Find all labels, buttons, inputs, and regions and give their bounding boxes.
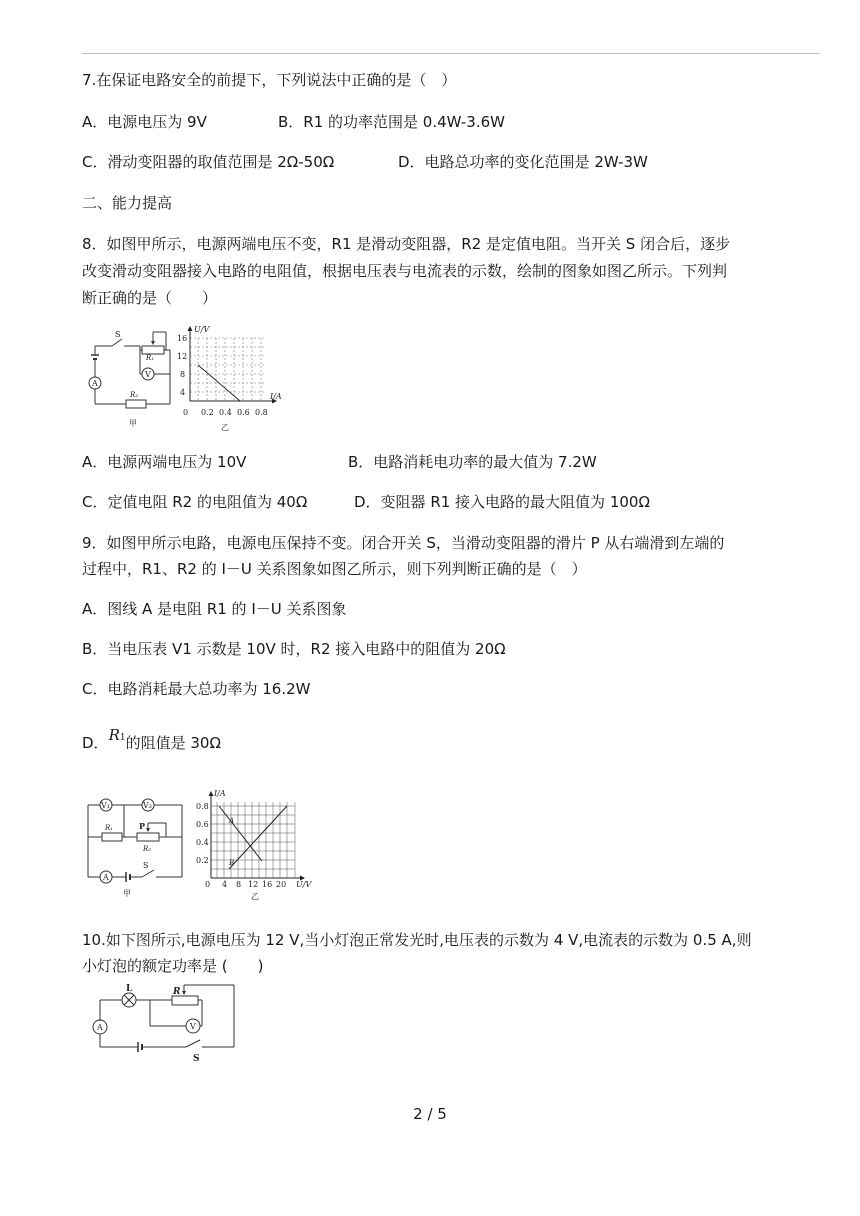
q9-y-tick: 0.4: [196, 838, 209, 847]
q8-y-axis-label: U/V: [194, 325, 210, 334]
q9-stem-line-1: 9．如图甲所示电路，电源电压保持不变。闭合开关 S，当滑动变阻器的滑片 P 从右端滑到左端的: [82, 534, 725, 552]
q8-graph-grid: [190, 338, 266, 401]
q10-rheostat-label: R: [173, 987, 181, 997]
q9-switch-label: S: [143, 861, 149, 870]
q8-y-axis-arrow: [188, 326, 193, 331]
q10-stem-line-1: 10.如下图所示,电源电压为 12 V,当小灯泡正常发光时,电压表的示数为 4 V,电流表的示数为 0.5 A,则: [82, 931, 752, 949]
q8-y-tick: 4: [180, 388, 186, 397]
q9-x-tick: 8: [236, 880, 242, 889]
q9-p-label: P: [139, 821, 146, 831]
q9-option-c: C．电路消耗最大总功率为 16.2W: [82, 680, 311, 698]
q7-option-c: C．滑动变阻器的取值范围是 2Ω-50Ω: [82, 153, 335, 171]
q10-voltmeter-label: V: [190, 1022, 196, 1031]
q9-option-d: [82, 726, 221, 757]
q7-options-row-2: [82, 151, 648, 173]
q9-circuit-caption: 甲: [123, 889, 131, 898]
q10-circuit-diagram: [82, 980, 252, 1066]
q8-graph-caption: 乙: [221, 423, 229, 432]
q9-y-tick: 0.2: [196, 856, 209, 865]
q8-option-d: D．变阻器 R1 接入电路的最大阻值为 100Ω: [354, 493, 650, 511]
q8-ammeter-label: A: [92, 379, 98, 388]
q8-options-row-1: [82, 451, 597, 473]
q7-option-d: D．电路总功率的变化范围是 2W-3W: [398, 153, 648, 171]
q9-option-d-symbol: [109, 724, 126, 749]
q9-r1-label: R₁: [105, 824, 114, 832]
q9-y-tick: 0.6: [196, 820, 209, 829]
q9-y-axis-label: I/A: [214, 789, 226, 798]
q9-slider-arrow: [146, 828, 150, 832]
q9-figure: [82, 785, 322, 905]
q9-v1-label: V₁: [101, 801, 110, 810]
q8-graph: [177, 325, 282, 432]
q8-slider-arrow: [151, 341, 155, 345]
q9-graph-line-b: [229, 806, 287, 869]
q9-x-axis-label: U/V: [296, 880, 312, 889]
section-heading: 二、能力提高: [82, 194, 173, 212]
q7-option-a: A．电源电压为 9V: [82, 113, 207, 131]
q9-v2-label: V₂: [143, 801, 152, 810]
header-divider: [82, 53, 820, 54]
q9-graph: [196, 789, 312, 901]
q8-figure: [82, 322, 292, 436]
q9-graph-caption: 乙: [251, 892, 259, 901]
q9-graph-line-a: [219, 806, 262, 861]
q8-y-tick: 12: [177, 352, 188, 361]
q8-voltmeter-label: V: [145, 370, 151, 379]
q8-x-tick: 0: [183, 408, 189, 417]
q8-stem-line-1: 8．如图甲所示，电源两端电压不变，R1 是滑动变阻器，R2 是定值电阻。当开关 S 闭合后，逐步: [82, 235, 731, 253]
q9-y-axis-arrow: [209, 791, 214, 796]
q8-option-b: B．电路消耗电功率的最大值为 7.2W: [348, 453, 597, 471]
q9-ammeter-label: A: [103, 873, 109, 882]
q9-x-tick: 16: [262, 880, 273, 889]
q9-option-b: B．当电压表 V1 示数是 10V 时，R2 接入电路中的阻值为 20Ω: [82, 640, 506, 658]
q9-line-a-label: A: [229, 817, 235, 825]
q10-switch-label: S: [193, 1054, 200, 1064]
q8-x-tick: 0.4: [219, 408, 232, 417]
q9-r2-label: R₂: [143, 845, 152, 853]
q8-x-tick: 0.6: [237, 408, 250, 417]
page-number: 2 / 5: [413, 1105, 447, 1123]
q9-graph-grid: [211, 802, 295, 878]
q8-circuit-caption: 甲: [129, 419, 137, 428]
q8-option-c: C．定值电阻 R2 的电阻值为 40Ω: [82, 493, 308, 511]
q8-option-a: A．电源两端电压为 10V: [82, 453, 247, 471]
q9-x-tick: 20: [276, 880, 287, 889]
q9-line-b-label: B: [229, 859, 235, 867]
q8-r2-label: R₂: [130, 391, 139, 399]
q9-option-d-sub: 1: [119, 733, 126, 743]
q9-option-a: A．图线 A 是电阻 R1 的 I－U 关系图象: [82, 600, 347, 618]
q8-x-axis-label: I/A: [270, 392, 282, 401]
q9-x-tick: 4: [222, 880, 228, 889]
q9-option-d-suffix: 的阻值是 30Ω: [125, 734, 221, 752]
q8-stem-line-2: 改变滑动变阻器接入电路的电阻值，根据电压表与电流表的示数，绘制的图象如图乙所示。下列判: [82, 262, 728, 280]
q8-y-tick: 16: [177, 334, 188, 343]
q10-stem-line-2: 小灯泡的额定功率是 ( ): [82, 957, 264, 975]
q10-ammeter-label: A: [97, 1023, 103, 1032]
q9-x-tick: 0: [205, 880, 211, 889]
q7-stem: 7.在保证电路安全的前提下，下列说法中正确的是（ ）: [82, 71, 457, 89]
q8-x-tick: 0.2: [201, 408, 214, 417]
q10-lamp-label: L: [126, 984, 133, 994]
q9-circuit-diagram: [88, 799, 182, 883]
q9-y-tick: 0.8: [196, 802, 209, 811]
q9-x-tick: 12: [248, 880, 259, 889]
q9-option-d-r: R: [108, 726, 120, 744]
q9-option-d-prefix: D．: [82, 734, 109, 752]
q8-y-tick: 8: [180, 370, 186, 379]
q8-stem-line-3: 断正确的是（ ）: [82, 289, 218, 307]
q8-r1-label: R₁: [146, 354, 155, 362]
q7-options-row-1: [82, 111, 505, 133]
q8-options-row-2: [82, 491, 650, 513]
q10-slider-arrow: [182, 991, 186, 995]
q8-x-tick: 0.8: [255, 408, 268, 417]
q7-option-b: B．R1 的功率范围是 0.4W-3.6W: [278, 113, 505, 131]
q8-switch-label: S: [115, 330, 121, 339]
q9-stem-line-2: 过程中，R1、R2 的 I－U 关系图象如图乙所示，则下列判断正确的是（ ）: [82, 560, 587, 578]
